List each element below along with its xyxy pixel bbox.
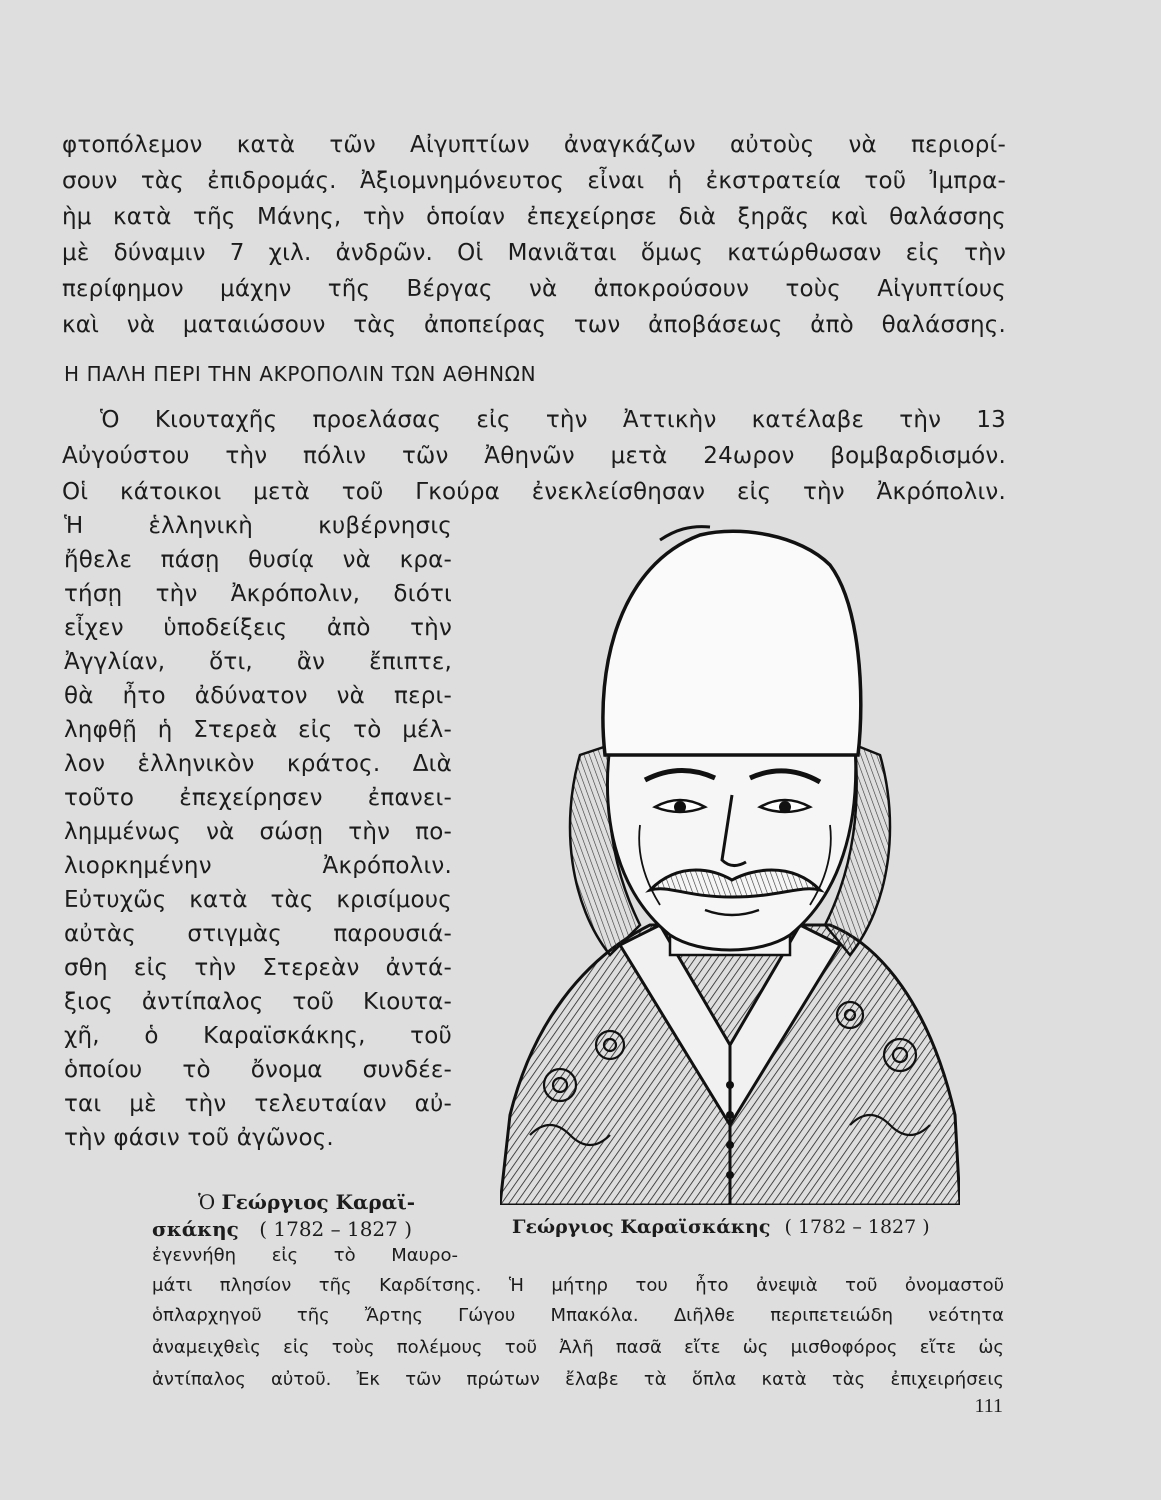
section-heading: Η ΠΑΛΗ ΠΕΡΙ ΤΗΝ ΑΚΡΟΠΟΛΙΝ ΤΩΝ ΑΘΗΝΩΝ [64, 362, 537, 386]
column-line-10: λημμένως νὰ σώσῃ τὴν πο- [64, 819, 452, 845]
intro-line-5: περίφημον μάχην τῆς Βέργας νὰ ἀποκρούσουν τοὺς Αἰγυπτίους [62, 276, 1006, 302]
section-line-3: Οἱ κάτοικοι μετὰ τοῦ Γκούρα ἐνεκλείσθησαν εἰς τὴν Ἀκρόπολιν. [62, 479, 1006, 505]
page-number: 111 [974, 1395, 1003, 1417]
section-line-1: Ὁ Κιουταχῆς προελάσας εἰς τὴν Ἀττικὴν κατέλαβε τὴν 13 [100, 407, 1006, 433]
portrait-illustration [500, 525, 960, 1205]
bio-prefix: Ὁ [198, 1190, 216, 1214]
column-line-14: σθη εἰς τὴν Στερεὰν ἀντά- [64, 955, 452, 981]
column-line-8: λον ἑλληνικὸν κράτος. Διὰ [64, 751, 452, 777]
bio-name-part-1: Γεώργιος Καραϊ- [221, 1190, 416, 1214]
intro-line-3: ὴμ κατὰ τῆς Μάνης, τὴν ὁποίαν ἐπεχείρησε διὰ ξηρᾶς καὶ θαλάσσης [62, 204, 1006, 230]
bio-years: ( 1782 – 1827 ) [259, 1217, 413, 1241]
bio-line-2 [152, 1217, 412, 1241]
column-line-18: ται μὲ τὴν τελευταίαν αὐ- [64, 1091, 452, 1117]
column-line-19: τὴν φάσιν τοῦ ἀγῶνος. [64, 1125, 334, 1151]
bio-full-line-1: μάτι πλησίον τῆς Καρδίτσης. Ἡ μήτηρ του ἦτο ἀνεψιὰ τοῦ ὀνομαστοῦ [152, 1275, 1004, 1296]
column-line-11: λιορκημένην Ἀκρόπολιν. [64, 853, 452, 879]
intro-line-2: σουν τὰς ἐπιδρομάς. Ἀξιομνημόνευτος εἶναι ἡ ἐκστρατεία τοῦ Ἰμπρα- [62, 168, 1006, 194]
intro-line-4: μὲ δύναμιν 7 χιλ. ἀνδρῶν. Οἱ Μανιᾶται ὅμως κατώρθωσαν εἰς τὴν [62, 240, 1006, 266]
column-line-3: τήσῃ τὴν Ἀκρόπολιν, διότι [64, 581, 452, 607]
column-line-5: Ἀγγλίαν, ὅτι, ἂν ἔπιπτε, [64, 649, 452, 675]
bio-full-line-4: ἀντίπαλος αὐτοῦ. Ἐκ τῶν πρώτων ἔλαβε τὰ ὅπλα κατὰ τὰς ἐπιχειρήσεις [152, 1369, 1004, 1390]
column-line-1: Ἡ ἑλληνικὴ κυβέρνησις [64, 513, 452, 539]
bio-line-3: ἐγεννήθη εἰς τὸ Μαυρο- [152, 1245, 458, 1266]
intro-line-1: φτοπόλεμον κατὰ τῶν Αἰγυπτίων ἀναγκάζων αὐτοὺς νὰ περιορί- [62, 132, 1006, 158]
column-line-2: ἤθελε πάσῃ θυσίᾳ νὰ κρα- [64, 547, 452, 573]
column-line-17: ὁποίου τὸ ὄνομα συνδέε- [64, 1057, 452, 1083]
bio-name-part-2: σκάκης [152, 1217, 239, 1241]
bio-full-line-2: ὁπλαρχηγοῦ τῆς Ἄρτης Γώγου Μπακόλα. Διῆλθε περιπετειώδη νεότητα [152, 1305, 1004, 1326]
column-line-12: Εὐτυχῶς κατὰ τὰς κρισίμους [64, 887, 452, 913]
intro-line-6: καὶ νὰ ματαιώσουν τὰς ἀποπείρας των ἀποβάσεως ἀπὸ θαλάσσης. [62, 312, 1006, 338]
section-line-2: Αὐγούστου τὴν πόλιν τῶν Ἀθηνῶν μετὰ 24ωρον βομβαρδισμόν. [62, 443, 1006, 469]
column-line-9: τοῦτο ἐπεχείρησεν ἐπανει- [64, 785, 452, 811]
column-line-13: αὐτὰς στιγμὰς παρουσιά- [64, 921, 452, 947]
column-line-7: ληφθῇ ἡ Στερεὰ εἰς τὸ μέλ- [64, 717, 452, 743]
caption-years: ( 1782 – 1827 ) [784, 1216, 930, 1238]
bio-line-1 [198, 1190, 415, 1214]
column-line-6: θὰ ἦτο ἀδύνατον νὰ περι- [64, 683, 452, 709]
column-line-15: ξιος ἀντίπαλος τοῦ Κιουτα- [64, 989, 452, 1015]
column-line-4: εἶχεν ὑποδείξεις ἀπὸ τὴν [64, 615, 452, 641]
column-line-16: χῆ, ὁ Καραϊσκάκης, τοῦ [64, 1023, 452, 1049]
caption-name: Γεώργιος Καραϊσκάκης [512, 1216, 771, 1238]
portrait-caption [512, 1216, 930, 1238]
bio-full-line-3: ἀναμειχθεὶς εἰς τοὺς πολέμους τοῦ Ἀλῆ πασᾶ εἴτε ὡς μισθοφόρος εἴτε ὡς [152, 1337, 1004, 1358]
